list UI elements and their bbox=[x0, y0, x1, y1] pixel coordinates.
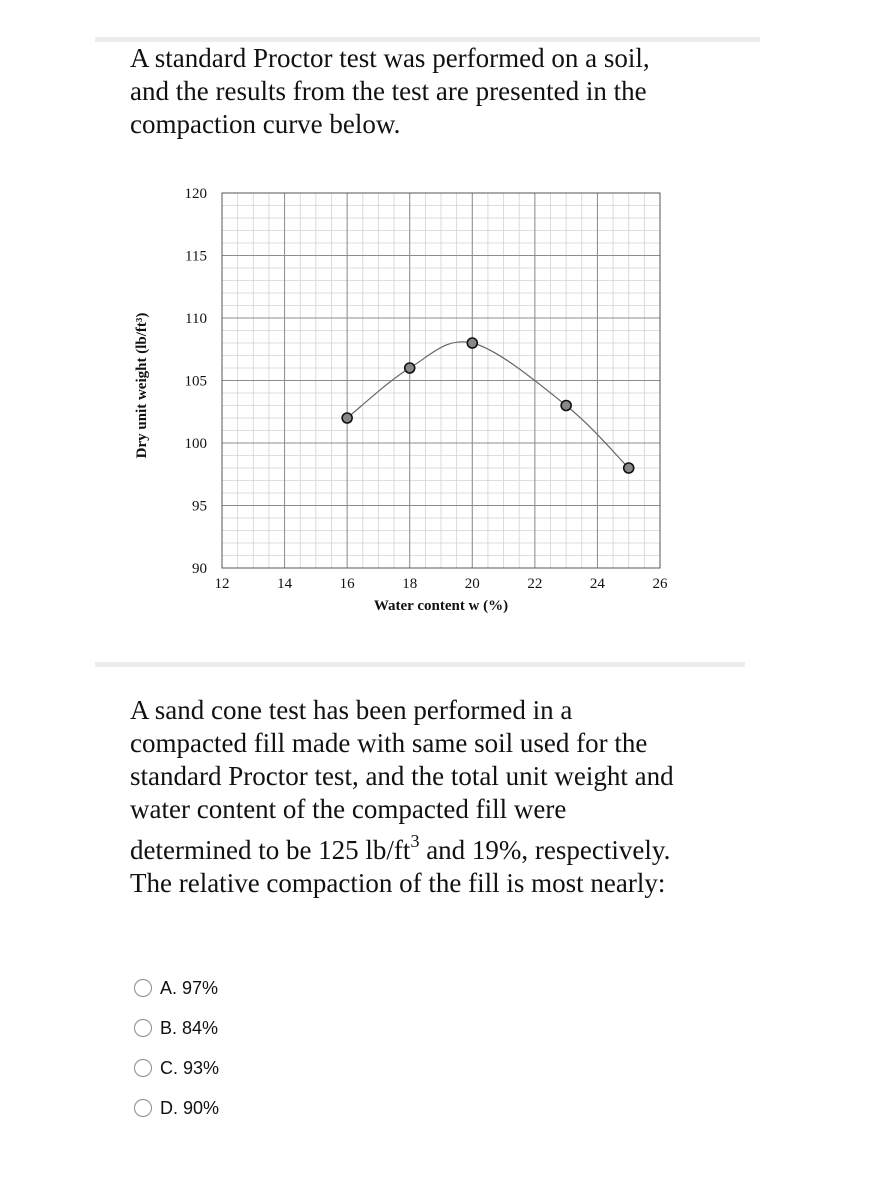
x-tick-label: 18 bbox=[402, 576, 418, 592]
option-label: A. 97% bbox=[160, 977, 219, 998]
radio-button[interactable] bbox=[134, 1099, 152, 1117]
body-line: standard Proctor test, and the total unit weight and bbox=[130, 761, 674, 791]
middle-divider bbox=[95, 662, 745, 667]
intro-line: and the results from the test are presented in the bbox=[130, 76, 647, 106]
x-tick-label: 22 bbox=[527, 576, 543, 592]
x-tick-label: 20 bbox=[464, 576, 480, 592]
y-tick-label: 120 bbox=[184, 186, 207, 202]
intro-line: A standard Proctor test was performed on a soil, bbox=[130, 43, 650, 73]
body-text: and 19%, respectively. bbox=[419, 835, 671, 865]
y-axis-label: Dry unit weight (lb/ft³) bbox=[134, 312, 150, 459]
answer-options bbox=[134, 968, 219, 1128]
compaction-curve-chart bbox=[120, 180, 700, 640]
option-label: B. 84% bbox=[160, 1017, 219, 1038]
x-tick-label: 12 bbox=[214, 576, 230, 592]
radio-button[interactable] bbox=[134, 1059, 152, 1077]
option-label: C. 93% bbox=[160, 1057, 220, 1078]
data-point bbox=[624, 463, 634, 473]
option-b[interactable] bbox=[134, 1008, 219, 1048]
y-tick-label: 110 bbox=[185, 311, 207, 327]
data-point bbox=[342, 413, 352, 423]
data-point bbox=[467, 338, 477, 348]
body-line: The relative compaction of the fill is most nearly: bbox=[130, 868, 666, 898]
option-c[interactable] bbox=[134, 1048, 219, 1088]
question-body bbox=[130, 694, 730, 900]
superscript: 3 bbox=[410, 831, 420, 851]
x-tick-label: 16 bbox=[339, 576, 355, 592]
body-text: determined to be 125 lb/ft bbox=[130, 835, 411, 865]
radio-button[interactable] bbox=[134, 979, 152, 997]
data-point bbox=[405, 363, 415, 373]
x-tick-label: 26 bbox=[652, 576, 668, 592]
x-tick-label: 24 bbox=[589, 576, 605, 592]
y-tick-label: 90 bbox=[192, 561, 207, 577]
body-line: compacted fill made with same soil used for the bbox=[130, 728, 648, 758]
body-line: water content of the compacted fill were bbox=[130, 794, 567, 824]
body-line-values bbox=[130, 831, 730, 867]
option-label: D. 90% bbox=[160, 1097, 220, 1118]
y-tick-label: 100 bbox=[184, 436, 207, 452]
intro-line: compaction curve below. bbox=[130, 109, 401, 139]
y-tick-label: 95 bbox=[192, 498, 207, 515]
body-line: A sand cone test has been performed in a bbox=[130, 695, 573, 725]
x-tick-label: 14 bbox=[277, 576, 293, 592]
option-a[interactable] bbox=[134, 968, 219, 1008]
y-tick-label: 105 bbox=[184, 373, 207, 390]
question-intro bbox=[130, 42, 750, 141]
radio-button[interactable] bbox=[134, 1019, 152, 1037]
y-tick-label: 115 bbox=[185, 248, 207, 265]
data-point bbox=[561, 401, 571, 411]
x-axis-label: Water content w (%) bbox=[373, 598, 509, 614]
option-d[interactable] bbox=[134, 1088, 219, 1128]
